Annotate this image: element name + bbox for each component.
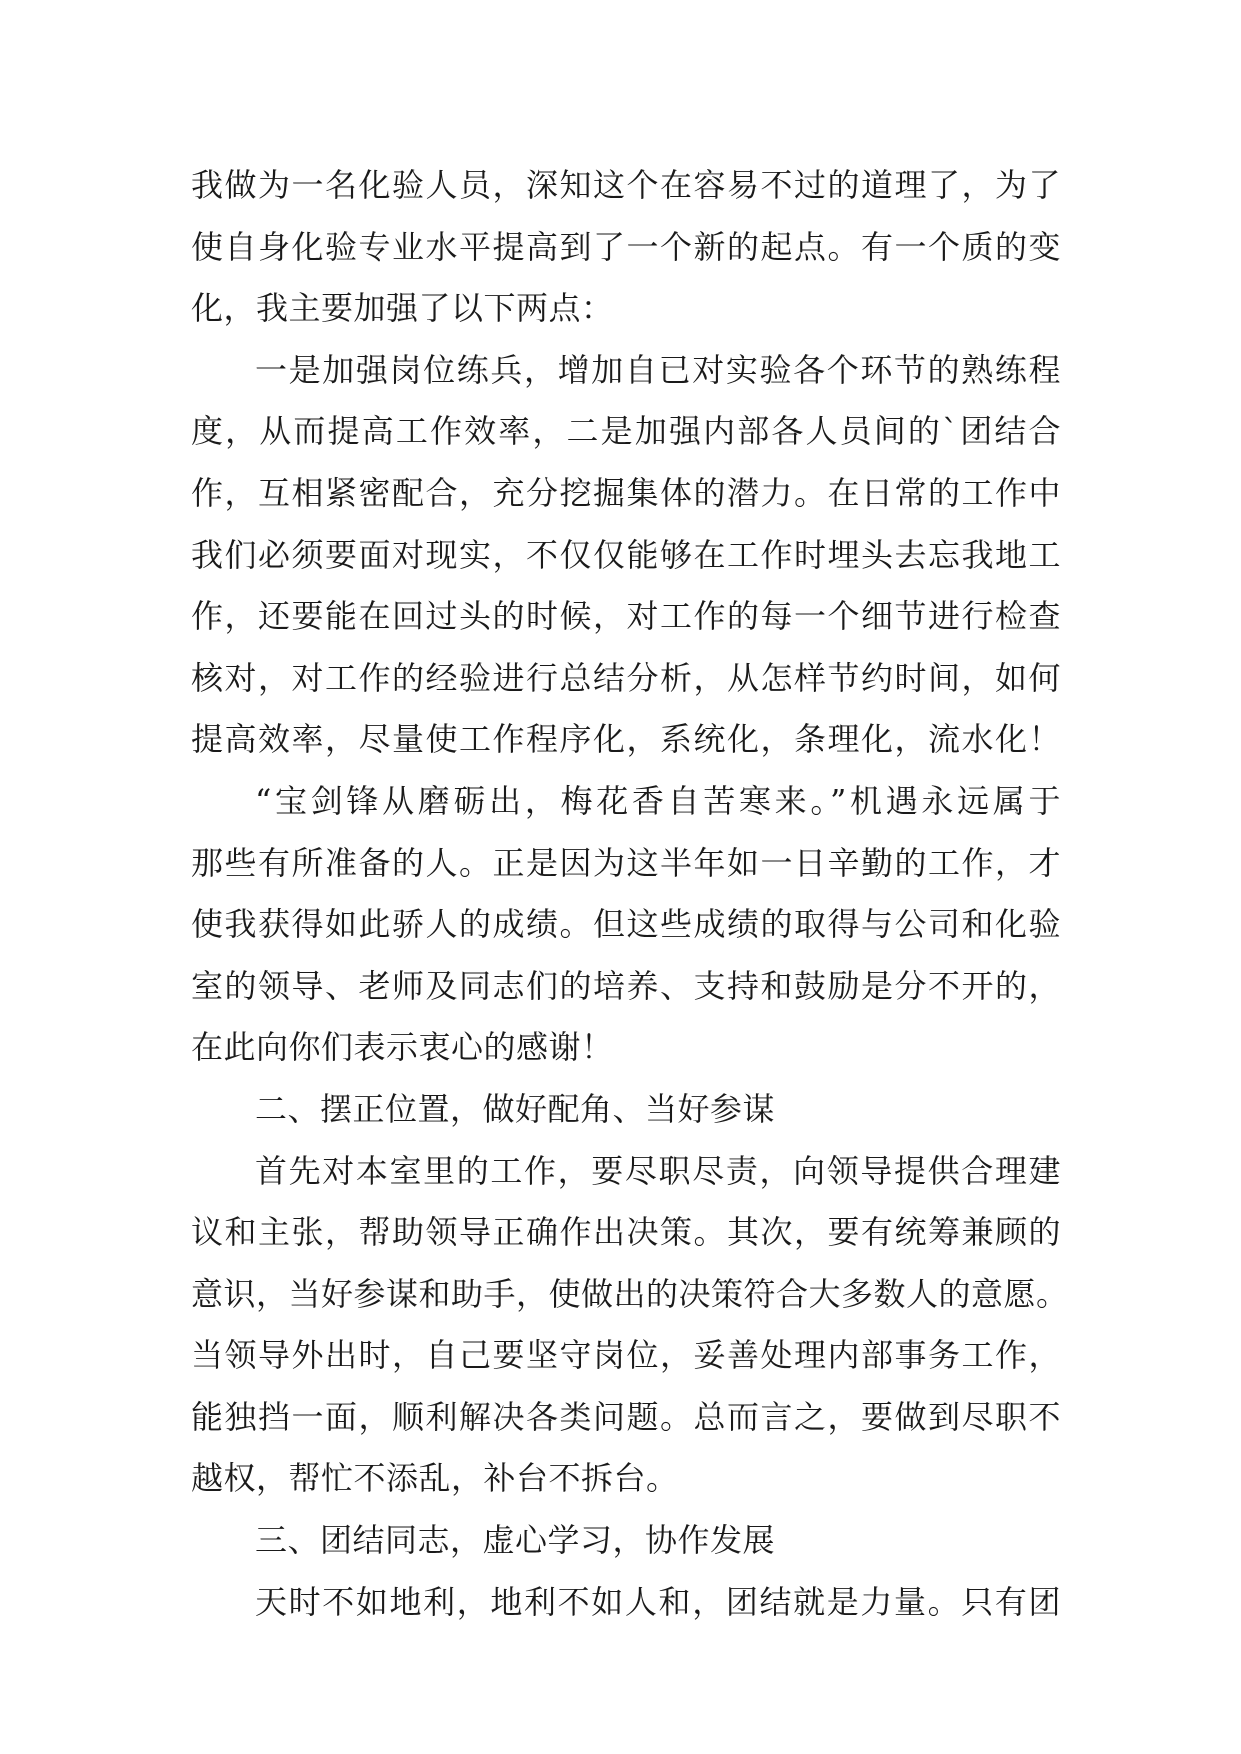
- text-line: 意识，当好参谋和助手，使做出的决策符合大多数人的意愿。: [191, 1274, 1069, 1313]
- text-line: 议和主张，帮助领导正确作出决策。其次，要有统筹兼顾的: [191, 1213, 1061, 1252]
- text-line: 一是加强岗位练兵，增加自已对实验各个环节的熟练程: [255, 350, 1061, 389]
- text-line: 度，从而提高工作效率，二是加强内部各人员间的`团结合: [191, 412, 1061, 451]
- text-line: 核对，对工作的经验进行总结分析，从怎样节约时间，如何: [191, 658, 1061, 697]
- text-line: 作，互相紧密配合，充分挖掘集体的潜力。在日常的工作中: [191, 473, 1061, 512]
- text-line: 二、摆正位置，做好配角、当好参谋: [255, 1089, 776, 1128]
- text-line: 提高效率，尽量使工作程序化，系统化，条理化，流水化！: [191, 720, 1061, 759]
- text-line: 那些有所准备的人。正是因为这半年如一日辛勤的工作，才: [191, 843, 1061, 882]
- text-line: 我们必须要面对现实，不仅仅能够在工作时埋头去忘我地工: [191, 535, 1061, 574]
- text-line: 能独挡一面，顺利解决各类问题。总而言之，要做到尽职不: [191, 1397, 1061, 1436]
- text-line: 首先对本室里的工作，要尽职尽责，向领导提供合理建: [255, 1151, 1061, 1190]
- document-body: [191, 155, 1069, 1633]
- text-line: 在此向你们表示衷心的感谢！: [191, 1028, 614, 1067]
- text-line: 室的领导、老师及同志们的培养、支持和鼓励是分不开的，: [191, 966, 1061, 1005]
- text-line: 化，我主要加强了以下两点：: [191, 289, 614, 328]
- text-line: 作，还要能在回过头的时候，对工作的每一个细节进行检查: [191, 597, 1061, 636]
- text-line: 使自身化验专业水平提高到了一个新的起点。有一个质的变: [191, 227, 1061, 266]
- text-line: 我做为一名化验人员，深知这个在容易不过的道理了，为了: [191, 166, 1061, 204]
- text-line: 当领导外出时，自己要坚守岗位，妥善处理内部事务工作，: [191, 1336, 1061, 1375]
- text-line: 三、团结同志，虚心学习，协作发展: [255, 1521, 776, 1560]
- text-line: 使我获得如此骄人的成绩。但这些成绩的取得与公司和化验: [191, 905, 1061, 944]
- text-line: “宝剑锋从磨砺出，梅花香自苦寒来。”机遇永远属于: [255, 781, 1061, 820]
- text-line: 天时不如地利，地利不如人和，团结就是力量。只有团: [255, 1582, 1061, 1621]
- text-line: 越权，帮忙不添乱，补台不拆台。: [191, 1459, 679, 1498]
